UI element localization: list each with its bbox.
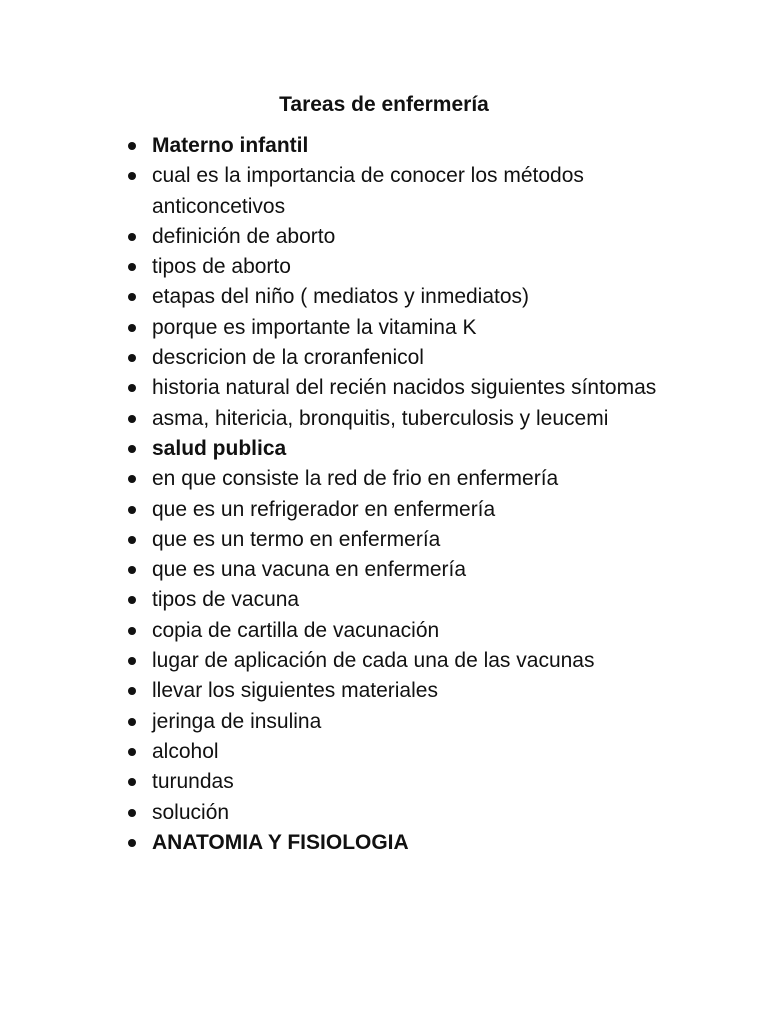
task-item-text: copia de cartilla de vacunación — [152, 618, 440, 642]
task-item — [152, 525, 712, 555]
task-item-text: tipos de vacuna — [152, 588, 300, 612]
task-item — [152, 676, 712, 706]
task-item — [152, 646, 712, 676]
bullet-icon — [128, 324, 136, 332]
task-item — [152, 404, 712, 434]
task-item — [152, 434, 712, 464]
bullet-icon — [128, 718, 136, 726]
task-item — [152, 767, 712, 797]
task-item — [152, 828, 712, 858]
bullet-icon — [128, 506, 136, 514]
bullet-icon — [128, 354, 136, 362]
task-item-text: descricion de la croranfenicol — [152, 346, 424, 370]
task-item-text: turundas — [152, 770, 234, 794]
task-item-text: que es un termo en enfermería — [152, 527, 441, 551]
bullet-icon — [128, 536, 136, 544]
task-item-text: cual es la importancia de conocer los métodos anticoncetivos — [152, 164, 584, 218]
task-item — [152, 131, 712, 161]
bullet-icon — [128, 445, 136, 453]
task-item — [152, 161, 712, 222]
bullet-icon — [128, 475, 136, 483]
bullet-icon — [128, 809, 136, 817]
bullet-icon — [128, 839, 136, 847]
task-item — [152, 464, 712, 494]
task-item — [152, 313, 712, 343]
task-item-text: asma, hitericia, bronquitis, tuberculosis y leucemi — [152, 406, 609, 430]
task-item-text: que es una vacuna en enfermería — [152, 558, 467, 582]
task-item-text: historia natural del recién nacidos siguientes síntomas — [152, 376, 657, 400]
bullet-icon — [128, 142, 136, 150]
bullet-icon — [128, 233, 136, 241]
task-item-text: lugar de aplicación de cada una de las vacunas — [152, 649, 595, 673]
bullet-icon — [128, 415, 136, 423]
task-item-text: en que consiste la red de frio en enfermería — [152, 467, 559, 491]
bullet-icon — [128, 566, 136, 574]
task-item-text: que es un refrigerador en enfermería — [152, 497, 496, 521]
task-item — [152, 737, 712, 767]
task-item — [152, 343, 712, 373]
bullet-icon — [128, 596, 136, 604]
task-item-text: solución — [152, 800, 230, 824]
bullet-icon — [128, 748, 136, 756]
task-item — [152, 616, 712, 646]
task-item-text: llevar los siguientes materiales — [152, 679, 438, 703]
task-item-text: Materno infantil — [152, 134, 309, 157]
task-item-text: alcohol — [152, 739, 219, 763]
task-item — [152, 222, 712, 252]
task-item — [152, 798, 712, 828]
task-item — [152, 252, 712, 282]
bullet-icon — [128, 293, 136, 301]
task-item-text: tipos de aborto — [152, 255, 291, 279]
task-item-text: etapas del niño ( mediatos y inmediatos) — [152, 285, 530, 309]
task-item — [152, 555, 712, 585]
task-item — [152, 373, 712, 403]
task-item-text: porque es importante la vitamina K — [152, 315, 477, 339]
task-item-text: ANATOMIA Y FISIOLOGIA — [152, 830, 409, 854]
task-item — [152, 707, 712, 737]
bullet-icon — [128, 384, 136, 392]
task-item-text: definición de aborto — [152, 224, 336, 248]
bullet-icon — [128, 778, 136, 786]
task-item — [152, 585, 712, 615]
task-item — [152, 495, 712, 525]
task-item-text: jeringa de insulina — [152, 709, 322, 733]
bullet-icon — [128, 627, 136, 635]
bullet-icon — [128, 172, 136, 180]
bullet-icon — [128, 687, 136, 695]
bullet-icon — [128, 263, 136, 271]
task-list — [152, 131, 712, 858]
task-item-text: salud publica — [152, 436, 287, 460]
document-title: Tareas de enfermería — [279, 93, 489, 116]
bullet-icon — [128, 657, 136, 665]
task-item — [152, 282, 712, 312]
